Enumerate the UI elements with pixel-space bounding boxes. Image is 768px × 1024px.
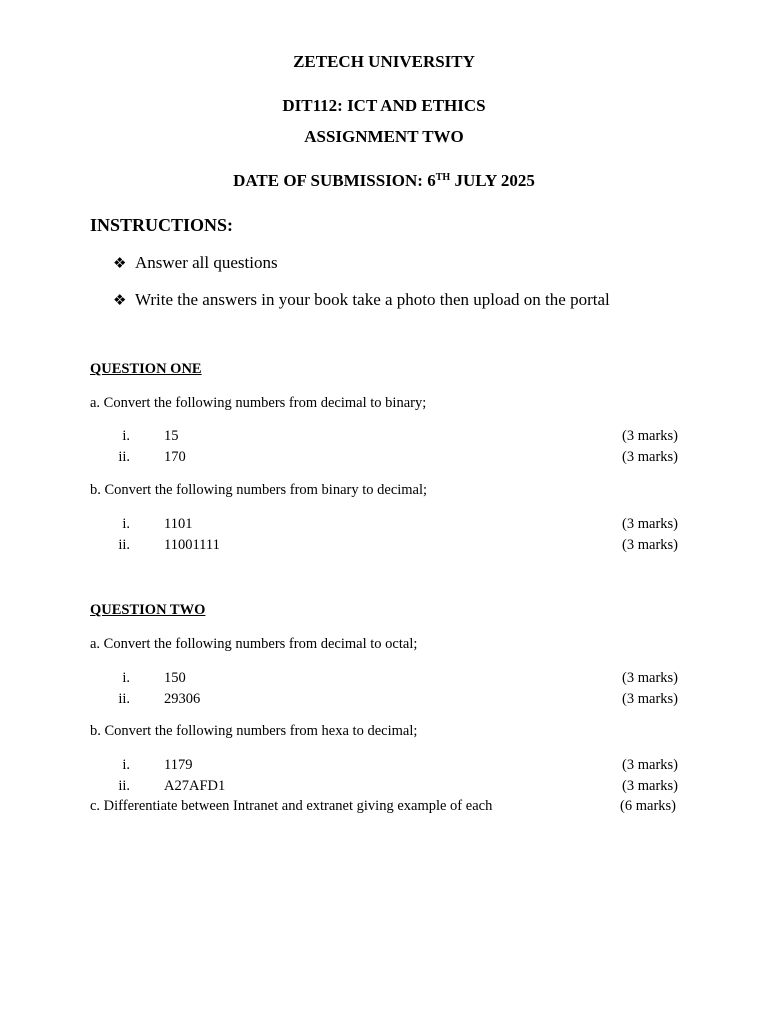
date-ordinal-suffix: TH [435, 172, 451, 183]
item-number: i. [122, 516, 130, 532]
q1a-item-2 [90, 449, 678, 469]
submission-date [0, 171, 768, 191]
question-one-title: QUESTION ONE [90, 361, 202, 377]
course-title: DIT112: ICT AND ETHICS [282, 96, 486, 115]
item-number: ii. [118, 778, 130, 794]
q2-part-a-prompt: a. Convert the following numbers from decimal to octal; [90, 636, 418, 652]
item-number: i. [122, 670, 130, 686]
item-marks: (6 marks) [620, 798, 676, 814]
q2-part-c [90, 798, 676, 815]
q2-part-b-prompt: b. Convert the following numbers from hexa to decimal; [90, 723, 418, 739]
question-two-title: QUESTION TWO [90, 602, 206, 618]
q1b-item-2 [90, 537, 678, 557]
item-value: 150 [164, 670, 186, 686]
item-marks: (3 marks) [622, 537, 678, 553]
item-value: 15 [164, 428, 179, 444]
q1a-item-1 [90, 428, 678, 448]
item-value: 170 [164, 449, 186, 465]
item-marks: (3 marks) [622, 516, 678, 532]
item-marks: (3 marks) [622, 670, 678, 686]
item-marks: (3 marks) [622, 778, 678, 794]
item-number: ii. [118, 449, 130, 465]
diamond-bullet-icon: ❖ [113, 291, 127, 309]
item-value: 1101 [164, 516, 193, 532]
item-value: A27AFD1 [164, 778, 226, 794]
instructions-title: INSTRUCTIONS: [90, 215, 234, 235]
submission-date-suffix: JULY 2025 [450, 171, 535, 190]
item-value: 29306 [164, 691, 201, 707]
item-marks: (3 marks) [622, 757, 678, 773]
item-marks: (3 marks) [622, 428, 678, 444]
q2b-item-1 [90, 757, 678, 777]
item-number: ii. [118, 537, 130, 553]
q2a-item-2 [90, 691, 678, 711]
submission-date-prefix: DATE OF SUBMISSION: 6 [233, 171, 436, 190]
instruction-item [113, 253, 278, 273]
q2b-item-2 [90, 778, 678, 798]
instruction-text: Write the answers in your book take a photo then upload on the portal [135, 290, 610, 309]
item-number: ii. [118, 691, 130, 707]
q1-part-a-prompt: a. Convert the following numbers from decimal to binary; [90, 395, 427, 411]
university-name: ZETECH UNIVERSITY [293, 52, 475, 71]
item-marks: (3 marks) [622, 449, 678, 465]
instruction-text: Answer all questions [135, 253, 278, 272]
assignment-title: ASSIGNMENT TWO [304, 127, 464, 146]
item-value: 11001111 [164, 537, 220, 553]
instruction-item [113, 290, 610, 310]
diamond-bullet-icon: ❖ [113, 254, 127, 272]
q2a-item-1 [90, 670, 678, 690]
item-marks: (3 marks) [622, 691, 678, 707]
q1-part-b-prompt: b. Convert the following numbers from binary to decimal; [90, 482, 428, 498]
item-number: i. [122, 757, 130, 773]
q1b-item-1 [90, 516, 678, 536]
q2-part-c-prompt: c. Differentiate between Intranet and extranet giving example of each [90, 798, 493, 814]
item-number: i. [122, 428, 130, 444]
item-value: 1179 [164, 757, 193, 773]
